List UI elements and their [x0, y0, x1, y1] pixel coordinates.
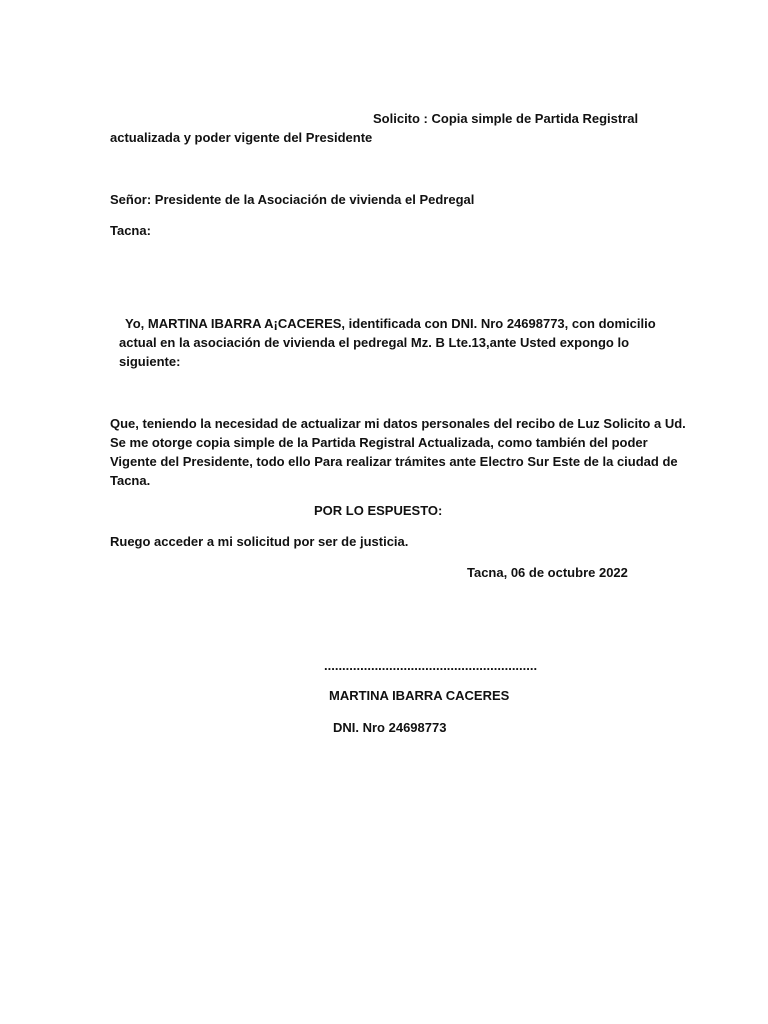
intro-paragraph-line-3: siguiente: [119, 354, 181, 369]
subject-line: Solicito : Copia simple de Partida Registral [373, 111, 639, 126]
place-date: Tacna, 06 de octubre 2022 [467, 565, 628, 580]
body-paragraph-line-4: Tacna. [110, 473, 151, 488]
signer-id: DNI. Nro 24698773 [333, 720, 447, 735]
signer-name: MARTINA IBARRA CACERES [329, 688, 510, 703]
closing-heading: POR LO ESPUESTO: [314, 503, 443, 518]
body-paragraph-line-3: Vigente del Presidente, todo ello Para realizar trámites ante Electro Sur Este de la ciudad de [110, 454, 678, 469]
body-paragraph-line-1: Que, teniendo la necesidad de actualizar mi datos personales del recibo de Luz Solicito a Ud. [110, 416, 686, 431]
addressee-line: Señor: Presidente de la Asociación de vivienda el Pedregal [110, 192, 475, 207]
body-paragraph-line-2: Se me otorge copia simple de la Partida Registral Actualizada, como también del poder [110, 435, 648, 450]
subject-line-continued: actualizada y poder vigente del Presidente [110, 130, 373, 145]
request-line: Ruego acceder a mi solicitud por ser de justicia. [110, 534, 409, 549]
intro-paragraph-line-1: Yo, MARTINA IBARRA A¡CACERES, identificada con DNI. Nro 24698773, con domicilio [125, 316, 656, 331]
signature-line: ........................................................... [324, 658, 538, 673]
intro-paragraph-line-2: actual en la asociación de vivienda el pedregal Mz. B Lte.13,ante Usted expongo lo [119, 335, 630, 350]
city-line: Tacna: [110, 223, 151, 238]
